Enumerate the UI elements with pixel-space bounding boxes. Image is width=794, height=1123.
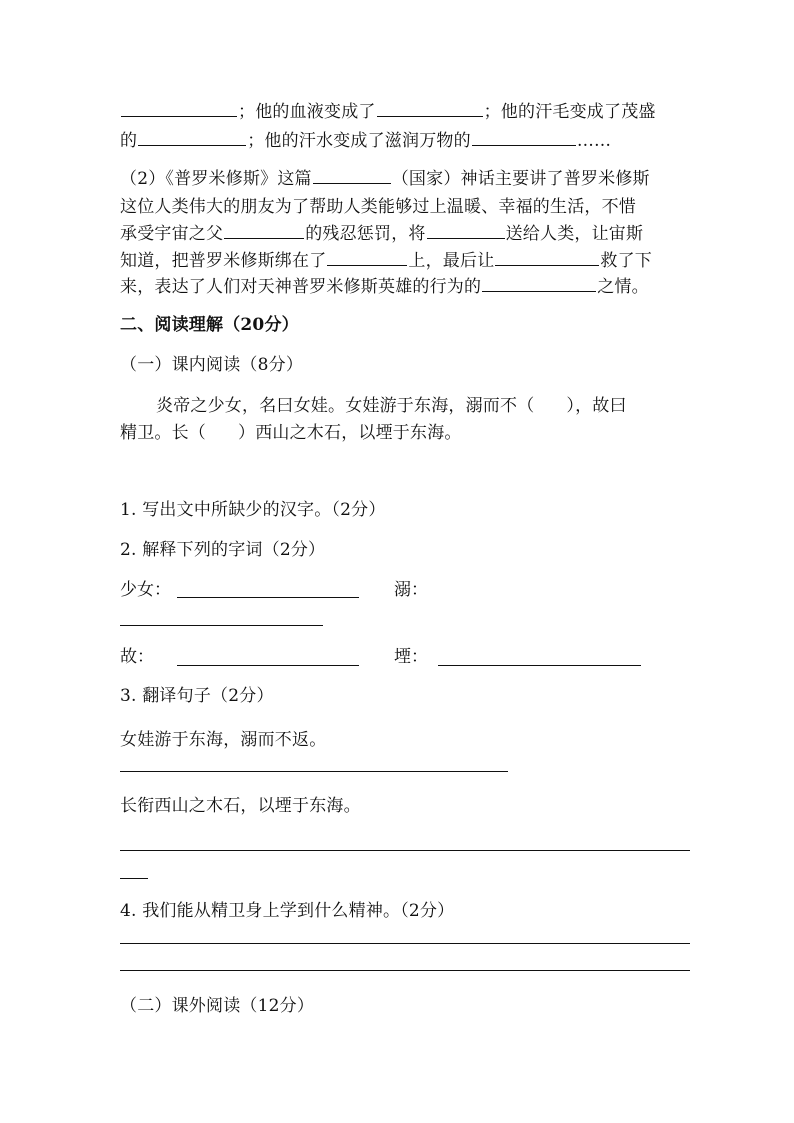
answer-blank[interactable] [495, 250, 599, 266]
text: 救了下 [600, 251, 653, 271]
answer-blank[interactable] [121, 101, 237, 117]
answer-blank[interactable] [377, 101, 483, 117]
answer-blank[interactable] [224, 223, 304, 239]
answer-blank[interactable] [313, 168, 391, 184]
answer-line[interactable] [120, 850, 690, 851]
answer-line[interactable] [438, 665, 641, 666]
answer-line[interactable] [120, 771, 508, 772]
text: 承受宇宙之父 [120, 224, 224, 244]
text: 来，表达了人们对天神普罗米修斯英雄的行为的 [120, 277, 482, 297]
q2-line-4 [120, 250, 652, 271]
answer-blank[interactable] [427, 223, 505, 239]
text: ；他的汗毛变成了茂盛 [483, 102, 656, 122]
answer-line[interactable] [120, 878, 148, 879]
passage-line-2 [120, 423, 462, 443]
word-label-shaonv: 少女： [120, 580, 171, 600]
text: 的残忍惩罚，将 [305, 224, 426, 244]
text: 的 [120, 131, 138, 151]
text: ；他的血液变成了 [238, 102, 376, 122]
text: （国家）神话主要讲了普罗米修斯 [391, 169, 650, 189]
passage-line-1 [156, 396, 627, 416]
sentence-1: 女娃游于东海，溺而不返。 [120, 730, 327, 750]
answer-blank[interactable] [138, 130, 246, 146]
question-1: 1. 写出文中所缺少的汉字。（2分） [120, 500, 386, 520]
text: ）西山之木石，以堙于东海。 [238, 423, 462, 443]
text: ；他的汗水变成了滋润万物的 [247, 131, 471, 151]
text: 炎帝之少女，名曰女娃。女娃游于东海，溺而不（ [156, 396, 535, 416]
answer-blank[interactable] [482, 276, 596, 292]
subsection-heading: （一）课内阅读（8分） [120, 355, 304, 375]
answer-blank[interactable] [327, 250, 407, 266]
answer-blank[interactable] [472, 130, 576, 146]
word-label-ni: 溺： [394, 580, 428, 600]
word-label-yin: 堙： [394, 647, 428, 667]
text: 送给人类，让宙斯 [505, 224, 644, 244]
sentence-2: 长衔西山之木石，以堙于东海。 [120, 796, 361, 816]
text: 这位人类伟大的朋友为了帮助人类能够过上温暖、幸福的生活，不惜 [120, 197, 636, 217]
answer-line[interactable] [120, 970, 690, 971]
answer-line[interactable] [120, 943, 690, 944]
question-3: 3. 翻译句子（2分） [120, 686, 274, 706]
word-label-gu: 故： [120, 647, 154, 667]
q2-line-2 [120, 197, 636, 217]
subsection-heading-2: （二）课外阅读（12分） [120, 996, 315, 1016]
q2-line-5 [120, 276, 649, 297]
answer-line[interactable] [120, 625, 323, 626]
text: 上，最后让 [408, 251, 495, 271]
q2-line-1 [120, 168, 650, 189]
question-2: 2. 解释下列的字词（2分） [120, 540, 326, 560]
fill-line-1 [120, 101, 656, 122]
text: ），故曰 [566, 396, 627, 416]
answer-line[interactable] [177, 597, 359, 598]
q2-line-3 [120, 223, 643, 244]
text: 精卫。长（ [120, 423, 206, 443]
answer-line[interactable] [177, 665, 359, 666]
text: …… [576, 131, 612, 151]
text: 知道，把普罗米修斯绑在了 [120, 251, 327, 271]
text: 之情。 [597, 277, 649, 297]
section-heading: 二、阅读理解（20分） [120, 315, 299, 335]
fill-line-2 [120, 130, 611, 151]
question-4: 4. 我们能从精卫身上学到什么精神。（2分） [120, 901, 455, 921]
text: （2）《普罗米修斯》这篇 [120, 169, 312, 189]
